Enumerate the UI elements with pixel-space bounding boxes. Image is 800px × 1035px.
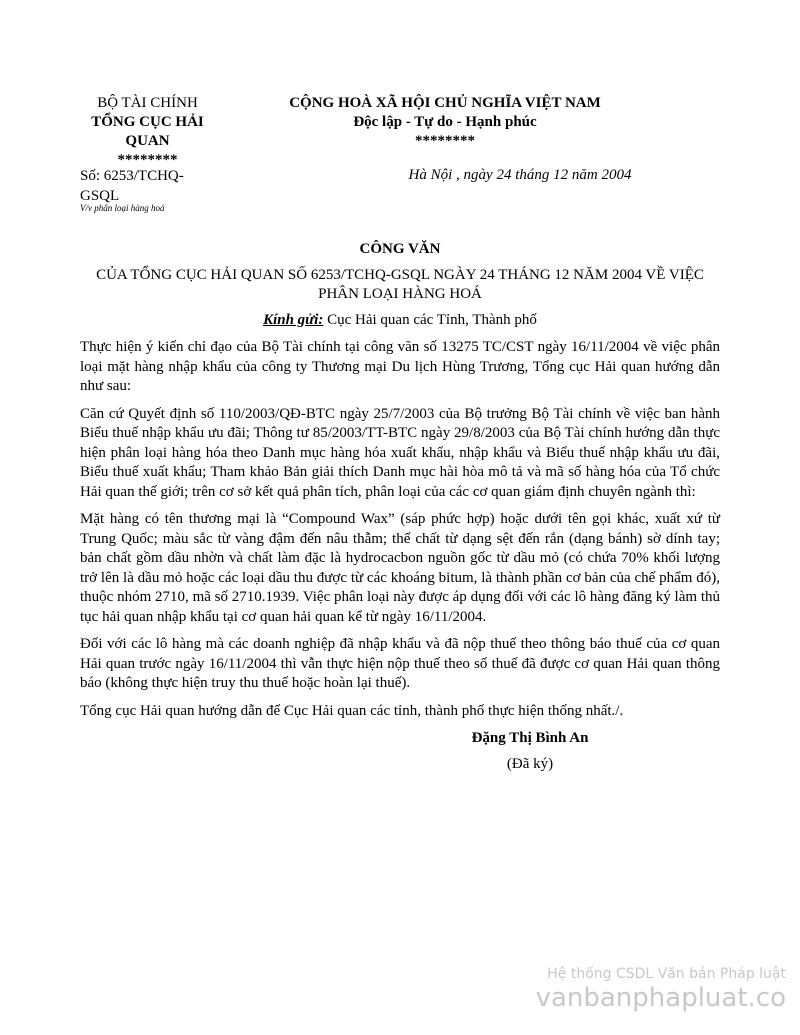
national-heading — [250, 94, 640, 151]
paragraph: Thực hiện ý kiến chỉ đạo của Bộ Tài chính tại công văn số 13275 TC/CST ngày 16/11/2004 về việc phân loại mặt hàng nhập khẩu của công ty Thương mại Du lịch Hùng Trương, Tổng cục Hải quan hướng dẫn như sau: — [80, 339, 720, 394]
issuer-ministry: BỘ TÀI CHÍNH — [97, 95, 198, 111]
national-motto: Độc lập - Tự do - Hạnh phúc — [353, 114, 537, 130]
paragraph: Mặt hàng có tên thương mại là “Compound Wax” (sáp phức hợp) hoặc dưới tên gọi khác, xuất xứ từ Trung Quốc; màu sắc từ vàng đậm đến nâu thẫm; thể chất từ dạng sệt đến rắn (dạng bánh) sờ dính tay; bản chất gồm dầu nhờn và chất làm đặc là hydrocacbon nguồn gốc từ dầu mỏ (có chứa 70% khối lượng trở lên là dầu mỏ hoặc các loại dầu thu được từ các khoáng bitum, là thành phần cơ bản của chế phẩm đó), thuộc nhóm 2710, mã số 2710.1939. Việc phân loại này được áp dụng đối với các lô hàng đăng ký làm thủ tục hải quan nhập khẩu tại cơ quan hải quan kể từ ngày 16/11/2004. — [80, 511, 720, 625]
document-body — [80, 240, 720, 774]
paragraph: Đối với các lô hàng mà các doanh nghiệp đã nhập khẩu và đã nộp thuế theo thông báo thuế của cơ quan Hải quan trước ngày 16/11/2004 thì vẫn thực hiện nộp thuế theo số thuế đã được cơ quan Hải quan thông báo (không thực hiện truy thu thuế hoặc hoàn lại thuế). — [80, 636, 720, 691]
signature-block — [380, 729, 680, 774]
watermark-caption: Hệ thống CSDL Văn bản Pháp luật — [547, 966, 786, 982]
issuer-block — [80, 94, 215, 170]
issuer-stars: ******** — [117, 152, 178, 168]
document-title: CÔNG VĂN — [359, 241, 441, 257]
signed-note: (Đã ký) — [506, 755, 554, 772]
paragraph: Căn cứ Quyết định số 110/2003/QĐ-BTC ngày 25/7/2003 của Bộ trưởng Bộ Tài chính về việc ban hành Biểu thuế nhập khẩu ưu đãi; Thông tư 85/2003/TT-BTC ngày 29/8/2003 của Bộ Tài chính hướng dẫn thực hiện phân loại hàng hóa theo Danh mục hàng hóa xuất khẩu, nhập khẩu và Biểu thuế nhập khẩu ưu đãi, Biểu thuế xuất khẩu; Tham khảo Bản giải thích Danh mục hài hòa mô tả và mã số hàng hóa của Tổ chức Hải quan thế giới; trên cơ sở kết quả phân tích, phân loại của các cơ quan giám định chuyên ngành thì: — [80, 405, 720, 500]
document-subtitle: CỦA TỔNG CỤC HẢI QUAN SỐ 6253/TCHQ-GSQL NGÀY 24 THÁNG 12 NĂM 2004 VỀ VIỆC PHÂN LOẠI HÀNG HOÁ — [96, 266, 704, 302]
issuer-agency: TỔNG CỤC HẢI QUAN — [91, 114, 204, 149]
national-stars: ******** — [415, 133, 475, 149]
signer-name: Đặng Thị Bình An — [471, 730, 589, 746]
national-name: CỘNG HOÀ XÃ HỘI CHỦ NGHĨA VIỆT NAM — [289, 95, 601, 111]
watermark-site: vanbanphapluat.co — [535, 983, 786, 1013]
recipient-line — [80, 311, 720, 331]
recipient-label: Kính gửi: — [263, 311, 324, 328]
document-number: Số: 6253/TCHQ-GSQL — [80, 168, 184, 204]
paragraph: Tổng cục Hải quan hướng dẫn để Cục Hải quan các tỉnh, thành phố thực hiện thống nhất./. — [80, 702, 624, 719]
place-date: Hà Nội , ngày 24 tháng 12 năm 2004 — [408, 167, 632, 183]
recipient-value: Cục Hải quan các Tỉnh, Thành phố — [323, 311, 537, 328]
document-excerpt: V/v phân loại hàng hoá — [80, 203, 165, 213]
